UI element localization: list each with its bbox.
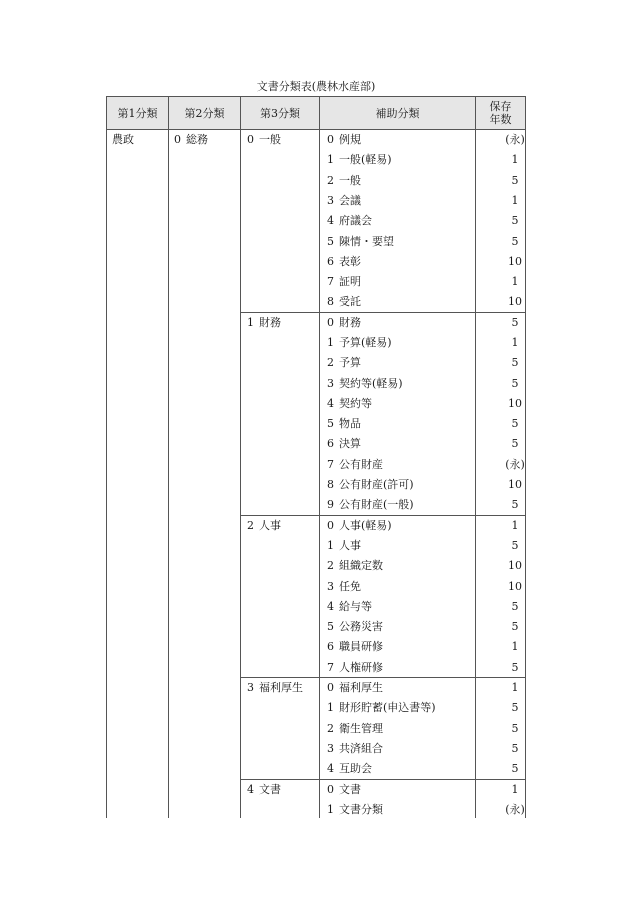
sub-item-number: 1 <box>327 153 334 167</box>
sub-item-number: 0 <box>327 518 334 532</box>
retention-years: 5 <box>511 437 519 451</box>
retention-years: 5 <box>511 214 519 228</box>
table-row <box>320 232 525 252</box>
sub-item-label: 財務 <box>339 315 361 329</box>
table-row <box>320 678 525 698</box>
sub-item-label: 公有財産 <box>339 457 383 471</box>
sub-item-number: 7 <box>327 457 334 471</box>
retention-years: 5 <box>511 721 519 735</box>
retention-years: (永) <box>505 133 525 146</box>
sub-item-number: 7 <box>327 275 334 289</box>
sub-item-number: 0 <box>327 133 334 146</box>
retention-years: 10 <box>508 254 522 268</box>
classification-table <box>106 96 526 818</box>
sub-item-label: 人事 <box>339 538 361 552</box>
sub-item-label: 一般 <box>339 173 361 187</box>
sub-item-label: 表彰 <box>339 254 361 268</box>
table-row <box>320 475 525 495</box>
retention-years: 5 <box>511 701 519 715</box>
table-row <box>320 739 525 759</box>
sub-item-number: 2 <box>327 559 334 573</box>
sub-item-number: 3 <box>327 376 334 390</box>
retention-years: (永) <box>505 802 525 816</box>
retention-years: 5 <box>511 660 519 674</box>
table-row <box>320 171 525 191</box>
sub-item-number: 5 <box>327 234 334 248</box>
section-label: 福利厚生 <box>259 681 303 695</box>
sub-item-label: 共済組合 <box>339 741 383 755</box>
table-row <box>320 414 525 434</box>
sub-item-label: 財形貯蓄(申込書等) <box>339 701 436 715</box>
retention-years: 1 <box>511 193 519 207</box>
table-row <box>320 292 525 312</box>
sub-item-number: 1 <box>327 538 334 552</box>
sub-item-number: 4 <box>327 599 334 613</box>
sub-item-label: 予算(軽易) <box>339 335 392 349</box>
retention-years: 1 <box>511 681 519 695</box>
table-row <box>320 658 525 678</box>
sub-item-label: 給与等 <box>339 599 372 613</box>
header-level1-label: 第1分類 <box>117 106 158 120</box>
level2-number: 0 <box>174 133 181 146</box>
level2-label: 総務 <box>186 133 208 146</box>
sub-item-label: 文書 <box>339 782 361 796</box>
sub-item-number: 3 <box>327 579 334 593</box>
sub-item-number: 4 <box>327 762 334 776</box>
table-row <box>320 394 525 414</box>
table-row <box>320 516 525 536</box>
table-row <box>320 353 525 373</box>
retention-years: 5 <box>511 376 519 390</box>
table-row <box>320 150 525 170</box>
retention-years: 5 <box>511 417 519 431</box>
section-block <box>241 779 525 821</box>
table-row <box>320 577 525 597</box>
sub-item-number: 6 <box>327 640 334 654</box>
sub-item-label: 府議会 <box>339 214 372 228</box>
sub-item-label: 受託 <box>339 295 361 309</box>
sub-item-label: 人権研修 <box>339 660 383 674</box>
retention-years: 10 <box>508 295 522 309</box>
sub-item-number: 2 <box>327 173 334 187</box>
section-number: 2 <box>247 518 254 532</box>
retention-years: 5 <box>511 620 519 634</box>
sub-item-label: 公有財産(許可) <box>339 478 414 492</box>
sub-item-label: 証明 <box>339 275 361 289</box>
table-row <box>320 191 525 211</box>
document-title: 文書分類表(農林水産部) <box>256 80 376 93</box>
sub-item-label: 陳情・要望 <box>339 234 394 248</box>
retention-years: 5 <box>511 498 519 512</box>
sub-item-label: 任免 <box>339 579 361 593</box>
table-row <box>320 313 525 333</box>
header-level2 <box>169 97 240 129</box>
retention-years: 5 <box>511 538 519 552</box>
sub-item-number: 0 <box>327 782 334 796</box>
retention-years: 5 <box>511 356 519 370</box>
retention-years: 1 <box>511 153 519 167</box>
header-level3 <box>241 97 319 129</box>
header-level1 <box>107 97 168 129</box>
retention-years: 1 <box>511 518 519 532</box>
sub-item-number: 4 <box>327 396 334 410</box>
sub-item-number: 9 <box>327 498 334 512</box>
sub-item-label: 衛生管理 <box>339 721 383 735</box>
table-row <box>320 374 525 394</box>
sub-item-number: 5 <box>327 417 334 431</box>
header-sub <box>320 97 475 129</box>
sub-item-label: 例規 <box>339 133 361 146</box>
sub-item-number: 7 <box>327 660 334 674</box>
header-retention <box>476 97 525 129</box>
section-number: 0 <box>247 133 254 146</box>
header-level2-label: 第2分類 <box>184 106 225 120</box>
section-label: 文書 <box>259 782 281 796</box>
section-label: 人事 <box>259 518 281 532</box>
sub-item-label: 予算 <box>339 356 361 370</box>
sub-item-label: 物品 <box>339 417 361 431</box>
sub-item-label: 契約等(軽易) <box>339 376 403 390</box>
table-row <box>320 597 525 617</box>
retention-years: 10 <box>508 396 522 410</box>
section-block <box>241 677 525 780</box>
header-retention-line2: 年数 <box>489 113 512 126</box>
table-row <box>320 556 525 576</box>
sub-item-label: 一般(軽易) <box>339 153 392 167</box>
section-block <box>241 515 525 678</box>
sub-item-number: 0 <box>327 681 334 695</box>
table-row <box>320 617 525 637</box>
sub-item-number: 6 <box>327 254 334 268</box>
retention-years: 1 <box>511 275 519 289</box>
retention-years: 5 <box>511 599 519 613</box>
header-level3-label: 第3分類 <box>260 106 300 120</box>
sub-item-number: 1 <box>327 335 334 349</box>
table-row <box>320 455 525 475</box>
table-row <box>320 780 525 800</box>
section-block <box>241 312 525 516</box>
sub-item-label: 人事(軽易) <box>339 518 392 532</box>
table-row <box>320 800 525 820</box>
sub-item-label: 決算 <box>339 437 361 451</box>
retention-years: 1 <box>511 640 519 654</box>
sub-item-label: 公務災害 <box>339 620 383 634</box>
retention-years: 5 <box>511 315 519 329</box>
column-divider <box>168 97 169 818</box>
section-label: 一般 <box>259 133 281 146</box>
level1-label: 農政 <box>112 133 134 146</box>
sub-item-number: 8 <box>327 295 334 309</box>
sub-item-label: 契約等 <box>339 396 372 410</box>
retention-years: 5 <box>511 173 519 187</box>
table-row <box>320 719 525 739</box>
sub-item-label: 文書分類 <box>339 802 383 816</box>
sub-item-label: 会議 <box>339 193 361 207</box>
sub-item-number: 4 <box>327 214 334 228</box>
section-number: 1 <box>247 315 254 329</box>
table-row <box>320 333 525 353</box>
retention-years: (永) <box>505 457 525 471</box>
sub-item-number: 6 <box>327 437 334 451</box>
sub-item-number: 1 <box>327 802 334 816</box>
table-header <box>107 97 525 130</box>
section-block <box>241 130 525 313</box>
sub-item-number: 2 <box>327 356 334 370</box>
sub-item-label: 福利厚生 <box>339 681 383 695</box>
retention-years: 10 <box>508 478 522 492</box>
table-row <box>320 759 525 779</box>
table-row <box>320 252 525 272</box>
retention-years: 1 <box>511 782 519 796</box>
table-row <box>320 637 525 657</box>
table-row <box>320 698 525 718</box>
header-sub-label: 補助分類 <box>375 106 420 120</box>
sub-item-label: 互助会 <box>339 762 372 776</box>
section-number: 3 <box>247 681 254 695</box>
section-label: 財務 <box>259 315 281 329</box>
sub-item-number: 3 <box>327 193 334 207</box>
table-row <box>320 211 525 231</box>
sub-item-number: 0 <box>327 315 334 329</box>
retention-years: 1 <box>511 335 519 349</box>
table-row <box>320 130 525 150</box>
section-number: 4 <box>247 782 254 796</box>
sub-item-number: 5 <box>327 620 334 634</box>
retention-years: 10 <box>508 579 522 593</box>
retention-years: 10 <box>508 559 522 573</box>
table-row <box>320 495 525 515</box>
sub-item-label: 職員研修 <box>339 640 383 654</box>
sub-item-number: 8 <box>327 478 334 492</box>
retention-years: 5 <box>511 741 519 755</box>
sub-item-label: 公有財産(一般) <box>339 498 414 512</box>
sub-item-number: 1 <box>327 701 334 715</box>
retention-years: 5 <box>511 234 519 248</box>
sub-item-number: 3 <box>327 741 334 755</box>
sub-item-number: 2 <box>327 721 334 735</box>
table-row <box>320 536 525 556</box>
header-retention-line1: 保存 <box>489 100 512 113</box>
sub-item-label: 組織定数 <box>339 559 383 573</box>
retention-years: 5 <box>511 762 519 776</box>
table-row <box>320 272 525 292</box>
table-row <box>320 434 525 454</box>
